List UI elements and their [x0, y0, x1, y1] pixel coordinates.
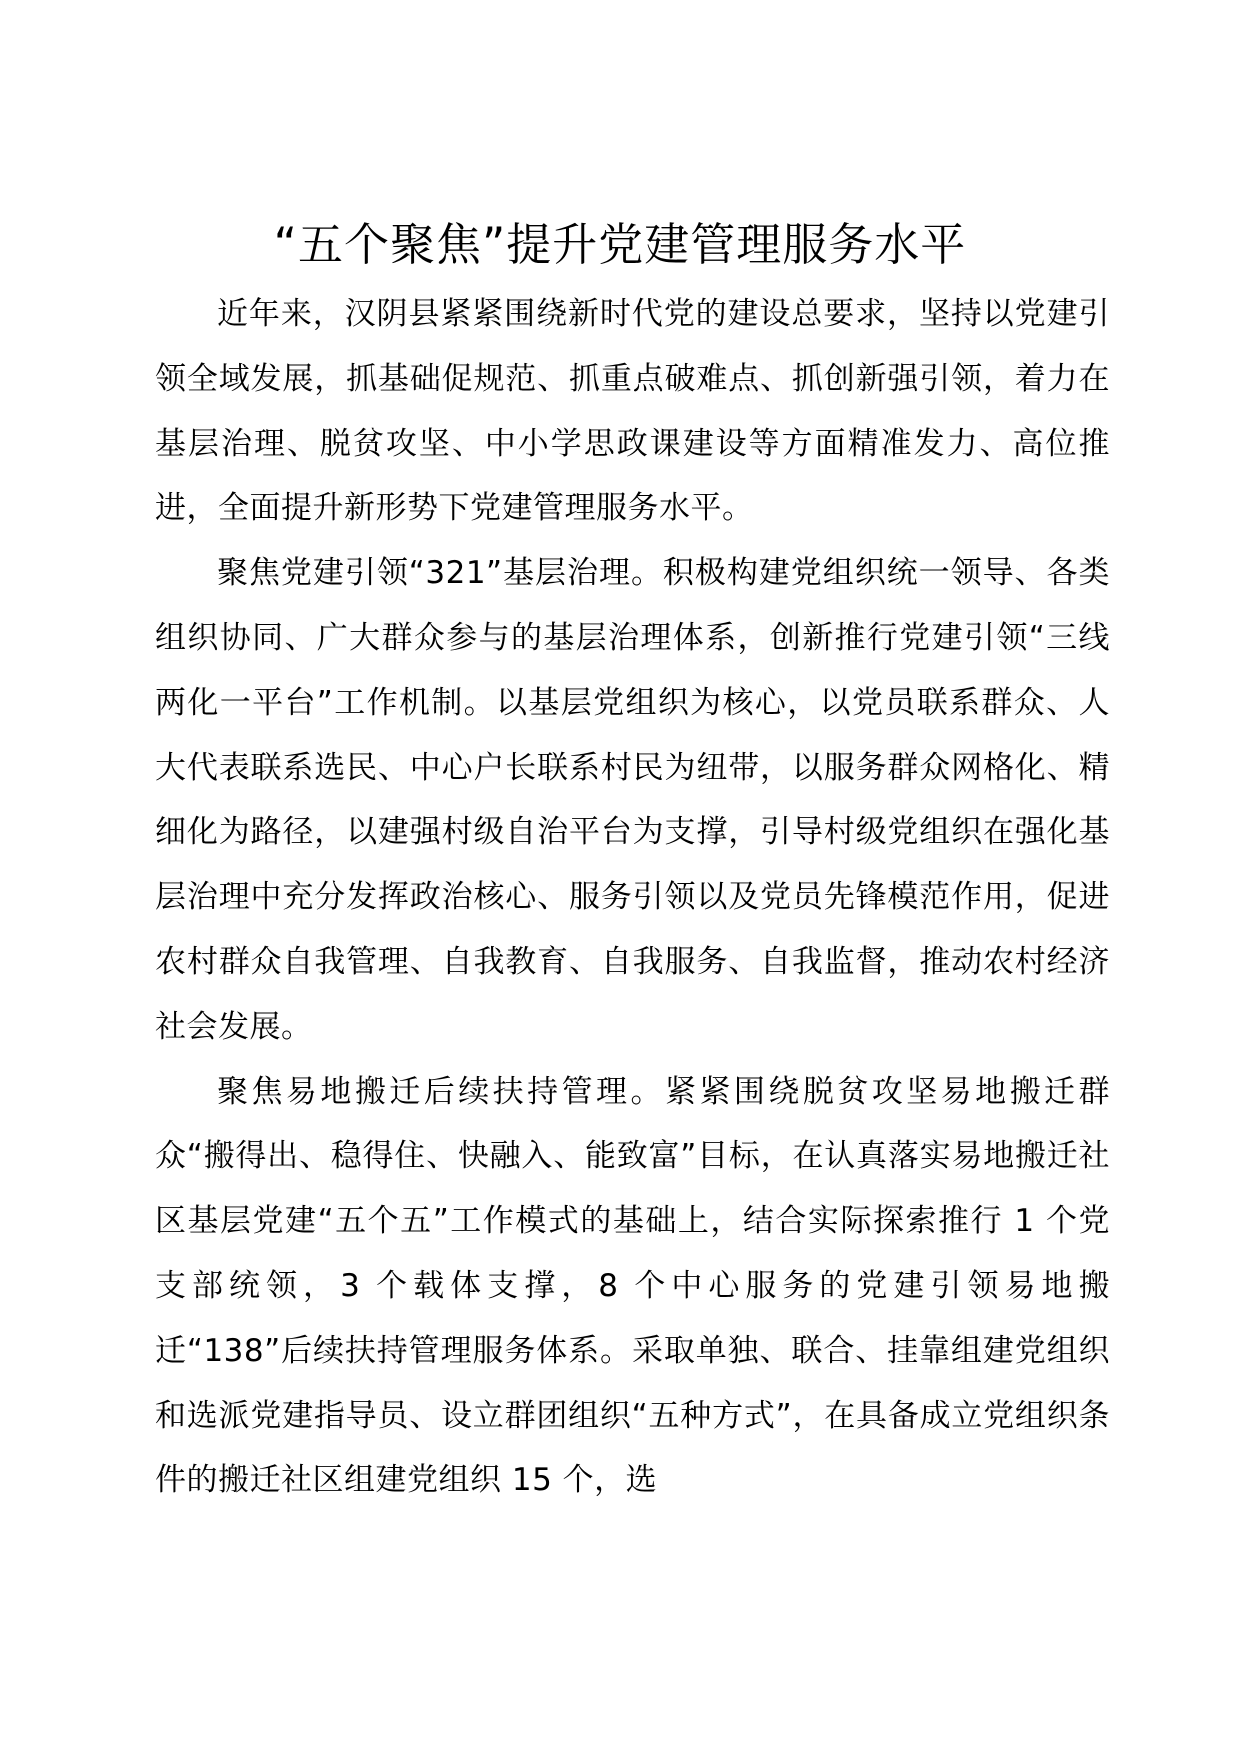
paragraph-intro: 近年来，汉阴县紧紧围绕新时代党的建设总要求，坚持以党建引领全域发展，抓基础促规范、抓重点破难点、抓创新强引领，着力在基层治理、脱贫攻坚、中小学思政课建设等方面精准发力、高位推进，全面提升新形势下党建管理服务水平。 [155, 296, 1110, 527]
document-body [155, 282, 1110, 1513]
document-title: “五个聚焦”提升党建管理服务水平 [273, 218, 967, 271]
paragraph-relocation-support: 聚焦易地搬迁后续扶持管理。紧紧围绕脱贫攻坚易地搬迁群众“搬得出、稳得住、快融入、能致富”目标，在认真落实易地搬迁社区基层党建“五个五”工作模式的基础上，结合实际探索推行 1 个党支部统领，3 个载体支撑，8 个中心服务的党建引领易地搬迁“138”后续扶持管理服务体系。采取单独、联合、挂靠组建党组织和选派党建指导员、设立群团组织“五种方式”，在具备成立党组织条件的搬迁社区组建党组织 15 个，选 [155, 1073, 1110, 1499]
paragraph-grassroots-governance: 聚焦党建引领“321”基层治理。积极构建党组织统一领导、各类组织协同、广大群众参与的基层治理体系，创新推行党建引领“三线两化一平台”工作机制。以基层党组织为核心，以党员联系群众、人大代表联系选民、中心户长联系村民为纽带，以服务群众网格化、精细化为路径，以建强村级自治平台为支撑，引导村级党组织在强化基层治理中充分发挥政治核心、服务引领以及党员先锋模范作用，促进农村群众自我管理、自我教育、自我服务、自我监督，推动农村经济社会发展。 [155, 555, 1110, 1045]
